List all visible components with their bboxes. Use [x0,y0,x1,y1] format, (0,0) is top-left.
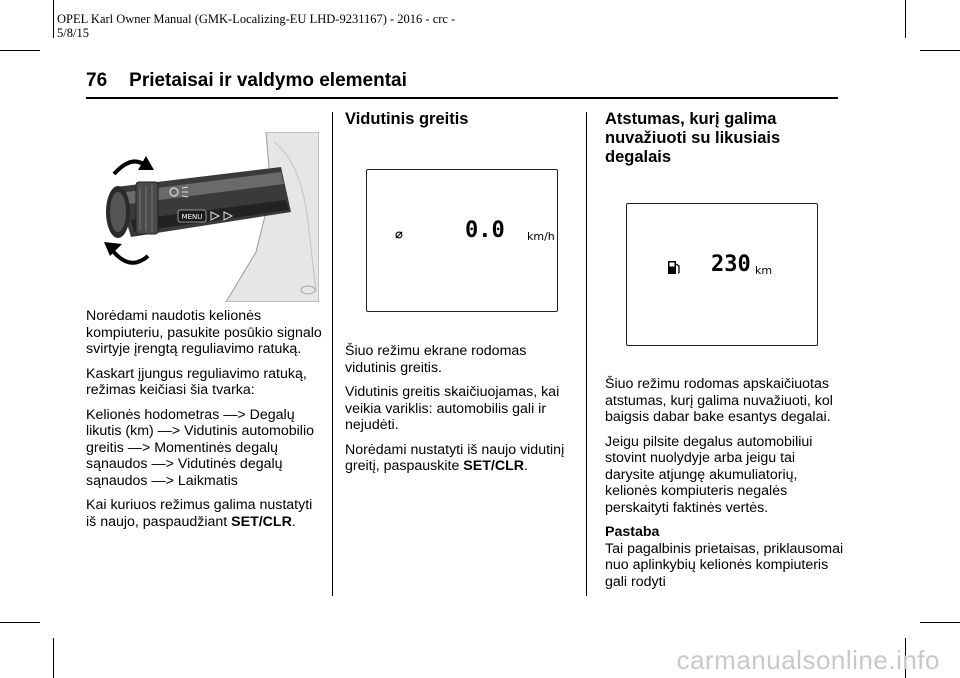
paragraph: Kelionės hodometras —> Degalų likutis (km) —> Vidutinis automobilio greitis —> Momentinės degalų sąnaudos —> Vidutinės degalų sąnaudos —> Laikmatis [86,406,315,489]
watermark: carmanualsonline.info [676,645,940,675]
average-symbol: ⌀ [395,228,403,243]
left-column-text [86,308,324,538]
right-column-title [605,110,845,167]
crop-mark [0,50,40,51]
speed-unit: km/h [527,230,555,243]
button-reference: SET/CLR [231,513,292,530]
right-column-text [605,376,845,590]
average-speed-display [366,169,558,312]
section-heading [605,110,845,167]
paragraph-text: Norėdami nustatyti iš naujo vidutinį greitį, paspauskite [345,441,565,474]
paragraph-text: Kai kuriuos režimus galima nustatyti iš naujo, paspaudžiant [86,497,313,530]
paragraph [86,497,324,530]
paragraph [345,442,577,475]
average-speed-value: 0.0 [465,218,505,243]
section-title: Prietaisai ir valdymo elementai [129,70,407,91]
paragraph: Šiuo režimu ekrane rodomas vidutinis greitis. [345,343,527,376]
fuel-pump-icon [667,259,681,275]
crop-mark [0,622,40,623]
print-meta-header: OPEL Karl Owner Manual (GMK-Localizing-EU LHD-9231167) - 2016 - crc - 5/8/15 [57,12,456,40]
paragraph-text: . [291,513,296,530]
button-reference: SET/CLR [463,458,524,474]
turn-signal-lever-figure [86,132,319,302]
middle-column-text [345,343,577,483]
paragraph: Kaskart įjungus reguliavimo ratuką, režimas keičiasi šia tvarka: [86,365,307,398]
section-heading: Vidutinis greitis [345,110,469,128]
turn-signal-lever-with-thumbwheel-icon [86,132,319,302]
crop-mark [53,0,54,38]
header-rule [86,97,838,99]
page-heading [86,70,407,92]
crop-mark [905,0,906,38]
paragraph: Norėdami naudotis kelionės kompiuteriu, pasukite posūkio signalo svirtyje įrengtą reguliavimo ratuką. [86,308,322,357]
range-display [626,203,818,346]
heading-line: degalais [605,148,672,166]
menu-label: MENU [181,213,203,221]
range-unit: km [755,264,773,277]
paragraph: Jeigu pilsite degalus automobiliui stovint nuolydyje arba jeigu tai darysite atjungę akumuliatorių, kelionės kompiuteris negalės perskaityti faktinės vertės. [605,433,813,516]
paragraph: Šiuo režimu rodomas apskaičiuotas atstumas, kurį galima nuvažiuoti, kol baigsis dabar bake esantys degalai. [605,376,833,425]
crop-mark [920,50,960,51]
crop-mark [53,638,54,678]
page-number: 76 [86,70,108,91]
paragraph-text: . [524,458,528,474]
crop-mark [920,622,960,623]
middle-column-title [345,110,577,129]
note-title: Pastaba [605,524,660,540]
range-value: 230 [711,252,751,277]
paragraph: Vidutinis greitis skaičiuojamas, kai veikia variklis: automobilis gali ir nejudėti. [345,384,560,433]
heading-line: Atstumas, kurį galima [605,110,777,128]
heading-line: nuvažiuoti su likusiais [605,129,781,147]
column-divider [332,112,333,596]
note-body: Tai pagalbinis prietaisas, priklausomai nuo aplinkybių kelionės kompiuteris gali rodyti [605,540,844,590]
column-divider [586,112,587,596]
